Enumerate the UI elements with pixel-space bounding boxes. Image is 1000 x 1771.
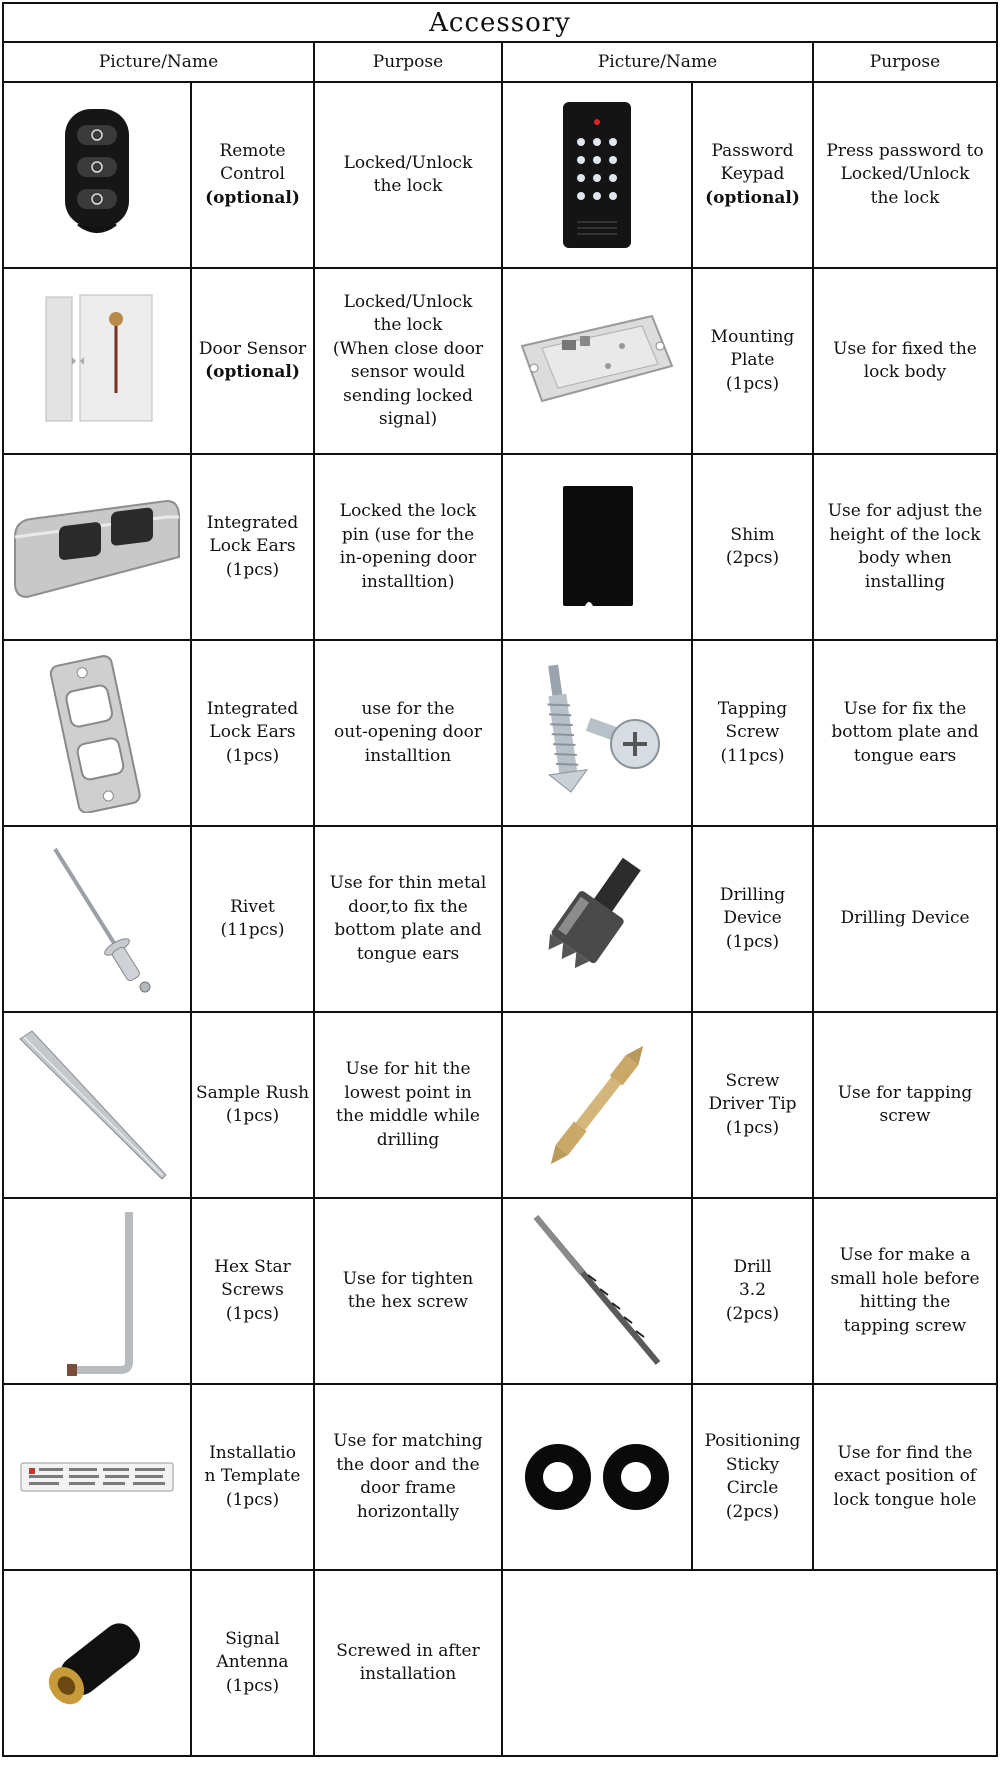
item-name-remote-control: Remote Control (optional) <box>191 82 314 268</box>
header-left-picture-name: Picture/Name <box>3 42 314 82</box>
lock-ears-box-icon <box>7 487 187 607</box>
table-row <box>3 1384 997 1570</box>
table-row <box>3 1012 997 1198</box>
item-name-drilling-device: Drilling Device (1pcs) <box>692 826 813 1012</box>
item-name-mounting-plate: Mounting Plate (1pcs) <box>692 268 813 454</box>
item-purpose-sample-rush: Use for hit the lowest point in the middle while drilling <box>314 1012 502 1198</box>
hex-key-icon <box>37 1206 157 1376</box>
header-right-purpose: Purpose <box>813 42 997 82</box>
table-title: Accessory <box>3 3 997 42</box>
item-purpose-tapping-screw: Use for fix the bottom plate and tongue ears <box>813 640 997 826</box>
item-name-hex-key: Hex Star Screws (1pcs) <box>191 1198 314 1384</box>
item-purpose-installation-template: Use for matching the door and the door frame horizontally <box>314 1384 502 1570</box>
drilling-device-icon <box>527 854 667 984</box>
tapping-screw-icon <box>527 658 667 808</box>
item-name-signal-antenna: Signal Antenna (1pcs) <box>191 1570 314 1756</box>
item-purpose-mounting-plate: Use for fixed the lock body <box>813 268 997 454</box>
item-purpose-screwdriver-tip: Use for tapping screw <box>813 1012 997 1198</box>
drill-bit-picture <box>502 1198 692 1384</box>
password-keypad-picture <box>502 82 692 268</box>
table-row <box>3 1570 997 1756</box>
hex-key-picture <box>3 1198 191 1384</box>
shim-picture <box>502 454 692 640</box>
lock-ears-box-picture <box>3 454 191 640</box>
item-name-lock-ears-box: Integrated Lock Ears (1pcs) <box>191 454 314 640</box>
table-row <box>3 826 997 1012</box>
screwdriver-tip-picture <box>502 1012 692 1198</box>
accessory-table <box>2 2 998 1757</box>
item-purpose-sticky-circle: Use for find the exact position of lock tongue hole <box>813 1384 997 1570</box>
item-name-shim: Shim (2pcs) <box>692 454 813 640</box>
item-purpose-drilling-device: Drilling Device <box>813 826 997 1012</box>
item-name-password-keypad: Password Keypad (optional) <box>692 82 813 268</box>
table-row <box>3 454 997 640</box>
item-purpose-lock-ears-box: Locked the lock pin (use for the in-opening door installtion) <box>314 454 502 640</box>
item-name-sample-rush: Sample Rush (1pcs) <box>191 1012 314 1198</box>
item-purpose-shim: Use for adjust the height of the lock body when installing <box>813 454 997 640</box>
item-name-screwdriver-tip: Screw Driver Tip (1pcs) <box>692 1012 813 1198</box>
lock-ears-plate-icon <box>42 653 152 813</box>
mounting-plate-picture <box>502 268 692 454</box>
signal-antenna-icon <box>37 1608 157 1718</box>
header-right-picture-name: Picture/Name <box>502 42 813 82</box>
password-keypad-icon <box>557 100 637 250</box>
header-left-purpose: Purpose <box>314 42 502 82</box>
item-name-rivet: Rivet (11pcs) <box>191 826 314 1012</box>
door-sensor-icon <box>32 281 162 441</box>
item-purpose-hex-key: Use for tighten the hex screw <box>314 1198 502 1384</box>
installation-template-picture <box>3 1384 191 1570</box>
shim-icon <box>557 482 637 612</box>
door-sensor-picture <box>3 268 191 454</box>
table-row <box>3 268 997 454</box>
item-purpose-door-sensor: Locked/Unlock the lock (When close door sensor would sending locked signal) <box>314 268 502 454</box>
item-purpose-lock-ears-plate: use for the out-opening door installtion <box>314 640 502 826</box>
drilling-device-picture <box>502 826 692 1012</box>
accessory-sheet <box>2 2 996 1768</box>
item-purpose-drill-bit: Use for make a small hole before hitting the tapping screw <box>813 1198 997 1384</box>
sticky-circle-icon <box>522 1442 672 1512</box>
rivet-icon <box>27 839 167 999</box>
item-name-tapping-screw: Tapping Screw (11pcs) <box>692 640 813 826</box>
signal-antenna-picture <box>3 1570 191 1756</box>
item-purpose-password-keypad: Press password to Locked/Unlock the lock <box>813 82 997 268</box>
item-name-drill-bit: Drill 3.2 (2pcs) <box>692 1198 813 1384</box>
rivet-picture <box>3 826 191 1012</box>
installation-template-icon <box>17 1457 177 1497</box>
sample-rush-icon <box>12 1025 182 1185</box>
item-name-lock-ears-plate: Integrated Lock Ears (1pcs) <box>191 640 314 826</box>
sticky-circle-picture <box>502 1384 692 1570</box>
remote-control-icon <box>57 105 137 245</box>
table-row <box>3 1198 997 1384</box>
sample-rush-picture <box>3 1012 191 1198</box>
item-purpose-rivet: Use for thin metal door,to fix the bottom plate and tongue ears <box>314 826 502 1012</box>
item-name-installation-template: Installatio n Template (1pcs) <box>191 1384 314 1570</box>
item-name-sticky-circle: Positioning Sticky Circle (2pcs) <box>692 1384 813 1570</box>
screwdriver-tip-icon <box>522 1025 672 1185</box>
remote-control-picture <box>3 82 191 268</box>
item-name-door-sensor: Door Sensor (optional) <box>191 268 314 454</box>
drill-bit-icon <box>522 1211 672 1371</box>
tapping-screw-picture <box>502 640 692 826</box>
table-row <box>3 82 997 268</box>
item-purpose-remote-control: Locked/Unlock the lock <box>314 82 502 268</box>
lock-ears-plate-picture <box>3 640 191 826</box>
mounting-plate-icon <box>512 306 682 416</box>
table-row <box>3 640 997 826</box>
empty-cell <box>502 1570 997 1756</box>
item-purpose-signal-antenna: Screwed in after installation <box>314 1570 502 1756</box>
